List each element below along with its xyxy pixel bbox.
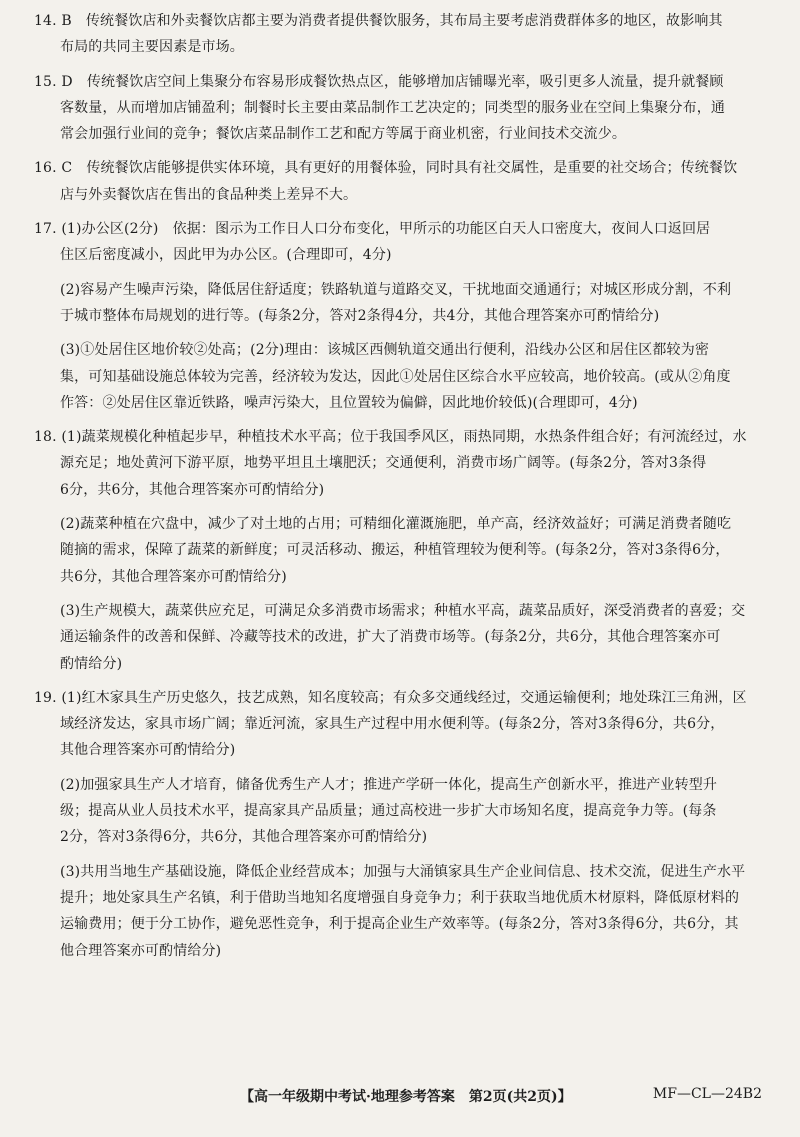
answer-line: 15. D 传统餐饮店空间上集聚分布容易形成餐饮热点区，能够增加店铺曝光率，吸引更多人流量，提升就餐顾: [34, 73, 724, 90]
sub-answer-line: (2)加强家具生产人才培育，储备优秀生产人才；推进产学研一体化，提高生产创新水平，推进产业转型升: [60, 776, 718, 793]
sub-answer-line: 2分，答对3条得6分，共6分，其他合理答案亦可酌情给分): [60, 829, 428, 846]
sub-answer-line: 级；提高从业人员技术水平，提高家具产品质量；通过高校进一步扩大市场知名度，提高竞争力等。(每条: [60, 803, 717, 820]
answer-line: 住区后密度减小，因此甲为办公区。(合理即可，4分): [60, 247, 392, 264]
sub-answer-line: (2)蔬菜种植在穴盘中，减少了对土地的占用；可精细化灌溉施肥，单产高，经济效益好；可满足消费者随吃: [60, 516, 732, 533]
sub-answer-line: 他合理答案亦可酌情给分): [60, 942, 222, 959]
answer-line: 17. (1)办公区(2分) 依据：图示为工作日人口分布变化，甲所示的功能区白天人口密度大，夜间人口返回居: [34, 221, 711, 238]
sub-answer-line: 酌情给分): [60, 655, 123, 672]
answer-line: 16. C 传统餐饮店能够提供实体环境，具有更好的用餐体验，同时具有社交属性，是重要的社交场合；传统餐饮: [34, 160, 738, 177]
sub-answer-line: 集，可知基础设施总体较为完善，经济较为发达，因此①处居住区综合水平应较高，地价较高。(或从②角度: [60, 368, 731, 385]
answer-item: [34, 685, 766, 964]
answer-item: [34, 69, 766, 148]
sub-answer-line: 通运输条件的改善和保鲜、冷藏等技术的改进，扩大了消费市场等。(每条2分，共6分，其他合理答案亦可: [60, 629, 721, 646]
sub-answer-line: 运输费用；便于分工协作，避免恶性竞争，利于提高企业生产效率等。(每条2分，答对3条得6分，共6分，其: [60, 916, 739, 933]
sub-answer-line: 于城市整体布局规划的进行等。(每条2分，答对2条得4分，共4分，其他合理答案亦可酌情给分): [60, 307, 660, 324]
answer-item: [34, 216, 766, 416]
document-code: MF—CL—24B2: [652, 1086, 762, 1102]
answer-list: [34, 8, 766, 964]
sub-answer-line: 作答：②处居住区靠近铁路，噪声污染大，且位置较为偏僻，因此地价较低)(合理即可，4分): [60, 394, 638, 411]
answer-item: [34, 424, 766, 677]
answer-line: 6分，共6分，其他合理答案亦可酌情给分): [60, 481, 325, 498]
sub-answer-line: (2)容易产生噪声污染，降低居住舒适度；铁路轨道与道路交叉，干扰地面交通通行；对城区形成分割，不利: [60, 281, 732, 298]
answer-line: 18. (1)蔬菜规模化种植起步早，种植技术水平高；位于我国季风区，雨热同期，水热条件组合好；有河流经过，水: [34, 429, 747, 446]
answer-line: 域经济发达，家具市场广阔；靠近河流，家具生产过程中用水便利等。(每条2分，答对3条得6分，共6分，: [60, 716, 725, 733]
answer-line: 14. B 传统餐饮店和外卖餐饮店都主要为消费者提供餐饮服务，其布局主要考虑消费群体多的地区，故影响其: [34, 13, 723, 29]
sub-answer-line: (3)①处居住区地价较②处高；(2分)理由：该城区西侧轨道交通出行便利，沿线办公区和居住区都较为密: [60, 342, 710, 359]
answer-line: 其他合理答案亦可酌情给分): [60, 742, 236, 759]
sub-answer-line: (3)生产规模大，蔬菜供应充足，可满足众多消费市场需求；种植水平高，蔬菜品质好，深受消费者的喜爱；交: [60, 602, 746, 619]
sub-answer-line: 共6分，其他合理答案亦可酌情给分): [60, 568, 287, 585]
sub-answer-line: (3)共用当地生产基础设施，降低企业经营成本；加强与大涌镇家具生产企业间信息、技术交流，促进生产水平: [60, 863, 746, 880]
sub-answer-line: 提升；地处家具生产名镇，利于借助当地知名度增强自身竞争力；利于获取当地优质木材原料，降低原材料的: [60, 889, 740, 906]
page-footer: [0, 1086, 800, 1112]
answer-item: [34, 8, 766, 61]
footer-title: 【高一年级期中考试·地理参考答案 第2页(共2页)】: [240, 1089, 572, 1105]
answer-line: 店与外卖餐饮店在售出的食品种类上差异不大。: [60, 186, 358, 203]
answer-line: 客数量，从而增加店铺盈利；制餐时长主要由菜品制作工艺决定的；同类型的服务业在空间上集聚分布，通: [60, 99, 726, 116]
answer-line: 布局的共同主要因素是市场。: [60, 39, 244, 56]
answer-line: 源充足；地处黄河下游平原，地势平坦且土壤肥沃；交通便利，消费市场广阔等。(每条2分，答对3条得: [60, 455, 707, 472]
answer-line: 常会加强行业间的竞争；餐饮店菜品制作工艺和配方等属于商业机密，行业间技术交流少。: [60, 126, 626, 143]
sub-answer-line: 随摘的需求，保障了蔬菜的新鲜度；可灵活移动、搬运，种植管理较为便利等。(每条2分，答对3条得6分，: [60, 542, 730, 559]
answer-line: 19. (1)红木家具生产历史悠久，技艺成熟，知名度较高；有众多交通线经过，交通运输便利；地处珠江三角洲，区: [34, 689, 747, 706]
answer-item: [34, 155, 766, 208]
